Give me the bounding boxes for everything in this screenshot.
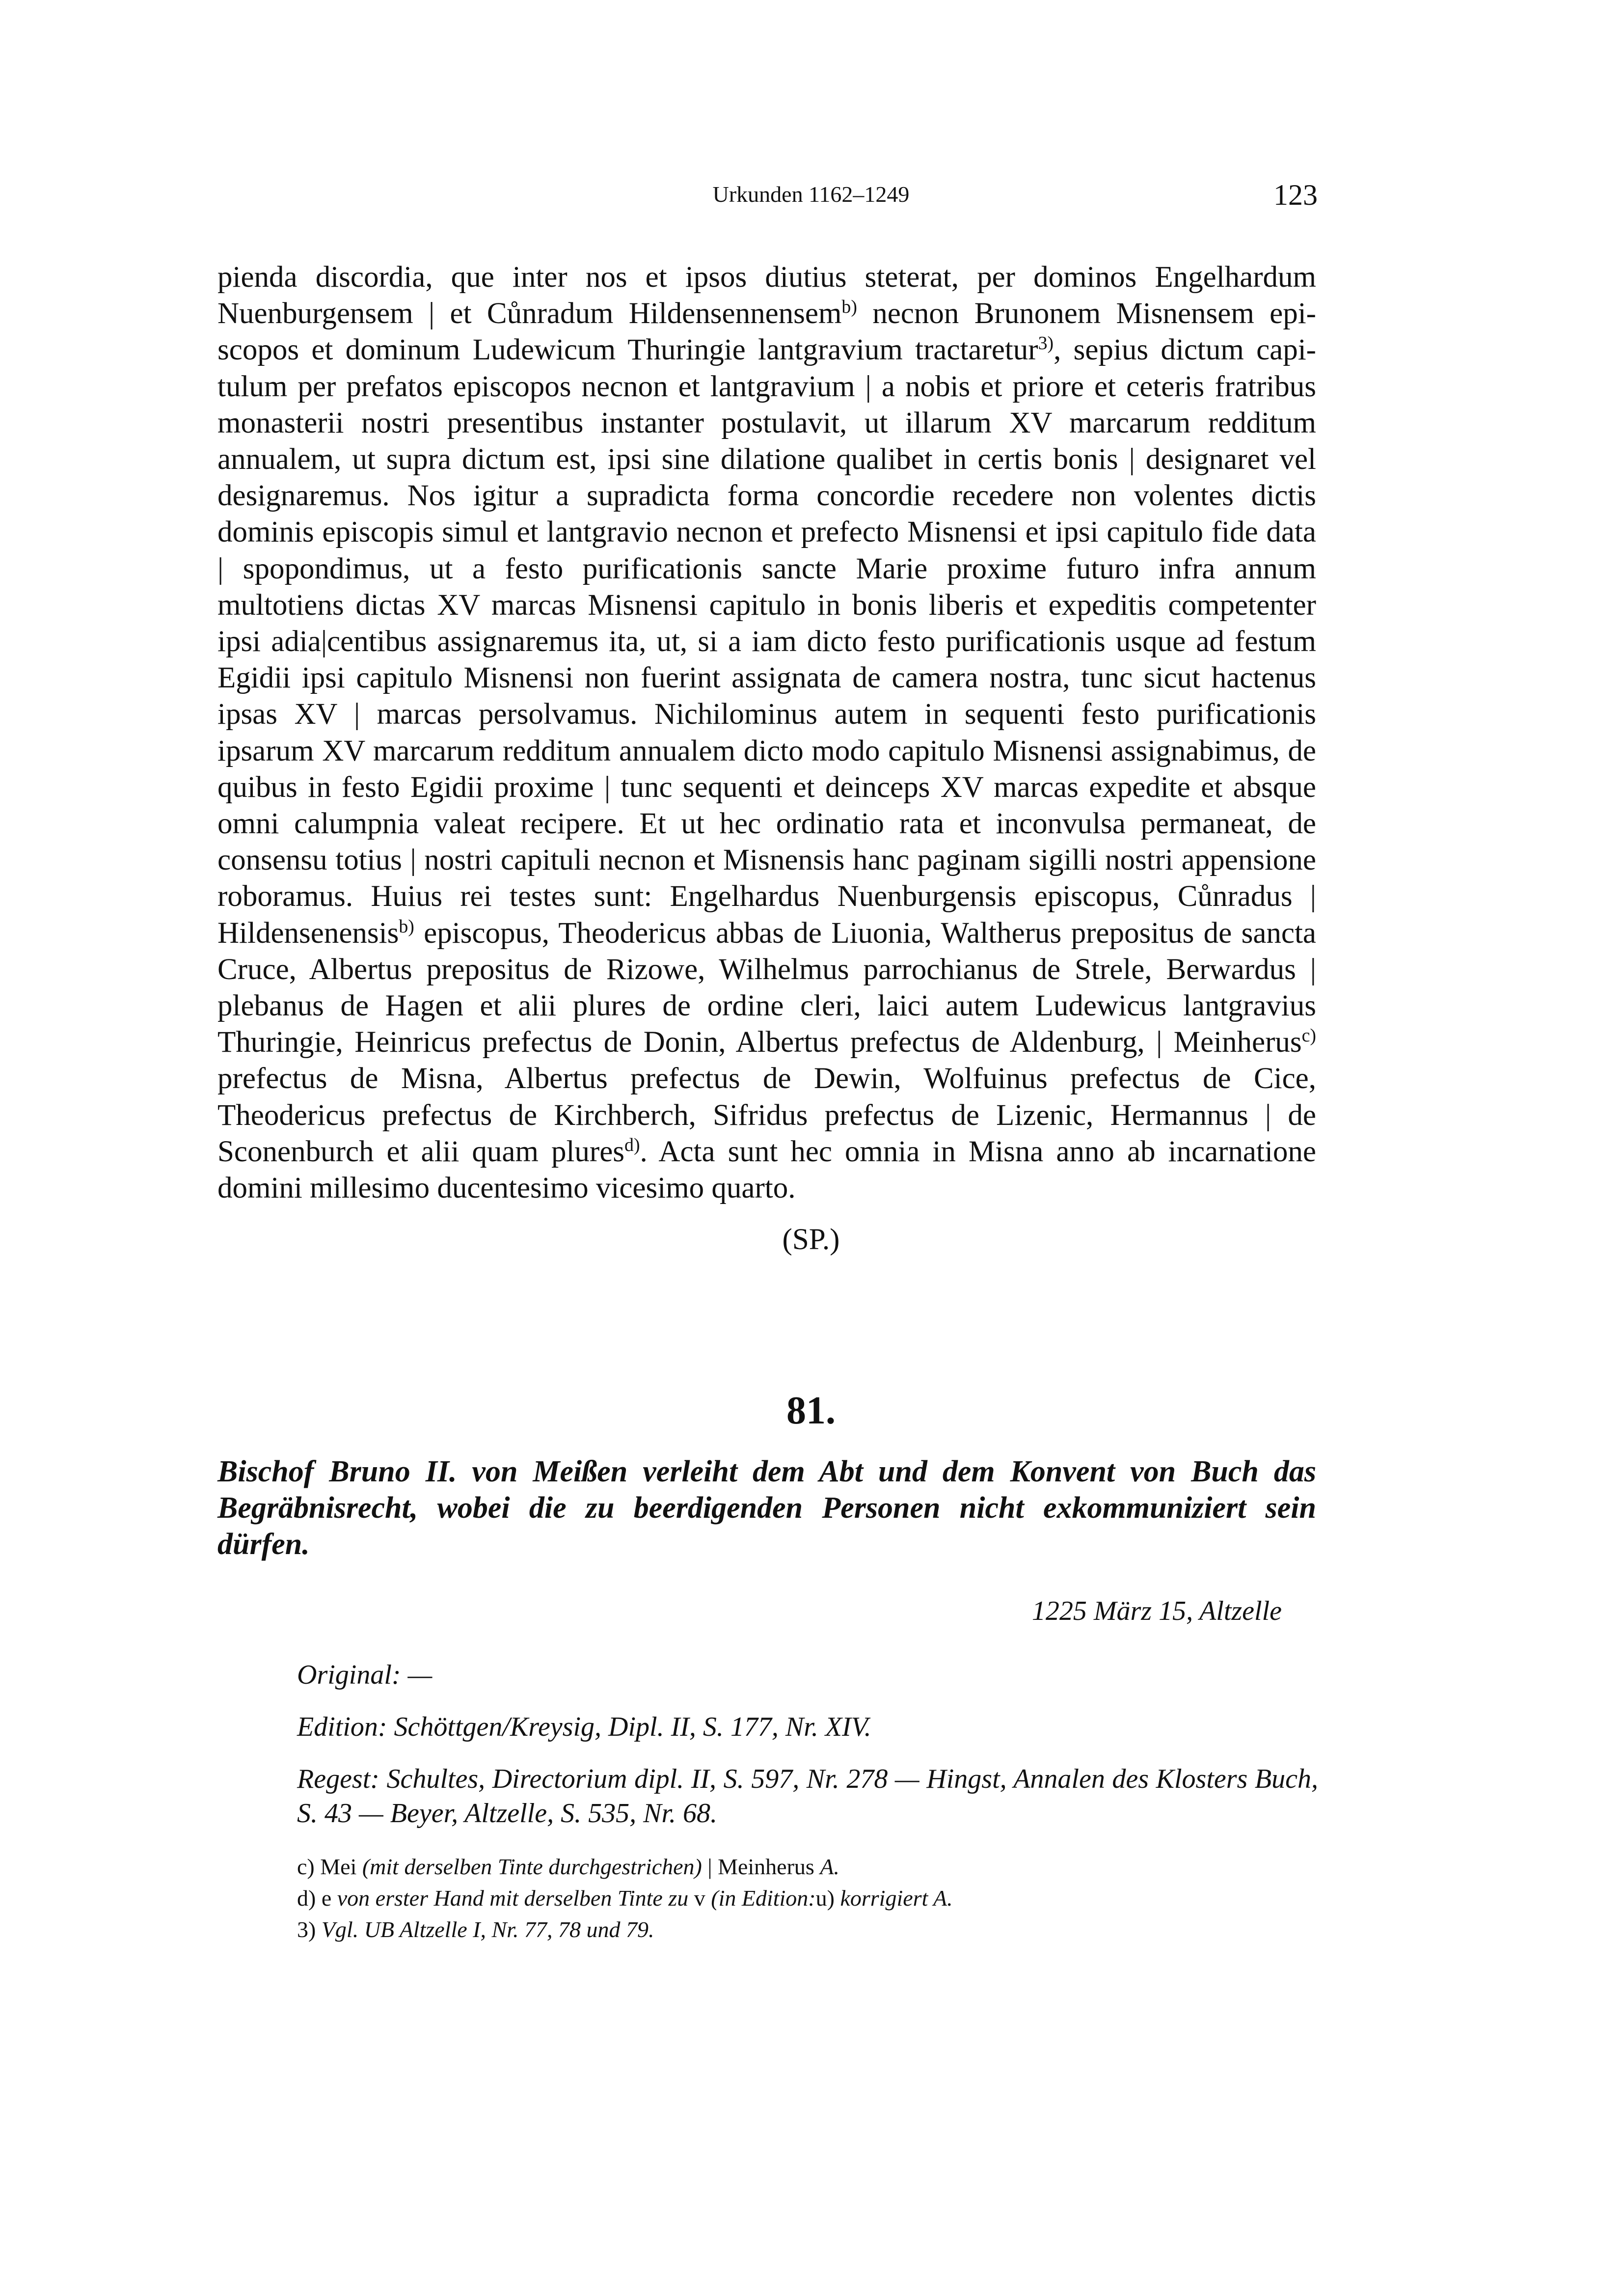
footnote-lemma: e: [321, 1886, 332, 1911]
document-number: 81.: [786, 1389, 836, 1432]
apparatus-marker: d): [624, 1135, 640, 1156]
apparatus-marker: b): [841, 297, 857, 318]
seal-note: (SP.): [782, 1223, 840, 1256]
charter-text: [217, 259, 1316, 1206]
footnote-mark: c): [297, 1854, 315, 1879]
apparatus-marker: c): [1301, 1025, 1316, 1046]
apparatus-marker: b): [399, 916, 414, 937]
footnote-d: [297, 1883, 1318, 1914]
source-regest: Regest: Schultes, Directorium dipl. II, S. 597, Nr. 278 — Hingst, Annalen des Klosters Buch, S. 43 — Beyer, Altzelle, S. 535, Nr. 68.: [297, 1764, 1318, 1829]
footnote-note: korrigiert A.: [840, 1886, 953, 1911]
document-title: Bischof Bruno II. von Meißen verleiht dem Abt und dem Konvent von Buch das Begräbnisrecht, wobei die zu beerdigenden Personen nicht exkommuniziert sein dürfen.: [217, 1455, 1316, 1561]
footnote-lemma: Mei: [320, 1854, 357, 1879]
footnote-note: von erster Hand mit derselben Tinte zu: [337, 1886, 689, 1911]
footnote-3: [297, 1914, 1318, 1945]
charter-paragraph: pienda discordia, que inter nos et ipsos diutius steterat, per dominos Engelhardum Nuenburgensem | et Cůnradum Hildensennensem$^{b)}$ necnon Brunonem Misnensem episcopos et dominum Ludewicum Thuringie lantgravium tractaretur$^{3)}$, sepius dictum capitulum per prefatos episcopos necnon et lantgravium | a nobis et priore et ceteris fratribus monasterii nostri presentibus instanter postulavit, ut illarum XV marcarum redditum annualem, ut supra dictum est, ipsi sine dilatione qualibet in certis bonis | designaret vel designaremus. Nos igitur a supradicta forma concordie recedere non volentes dictis dominis episcopis simul et lantgravio necnon et prefecto Misnensi et ipsi capitulo fide data | spopondimus, ut a festo purificationis sancte Marie proxime futuro infra annum multotiens dictas XV marcas Misnensi capitulo in bonis liberis et expeditis competenter ipsi adia|centibus assignaremus ita, ut, si a iam dicto festo purificationis usque ad festum Egidii ipsi capitulo Misnensi non fuerint assignata de camera nostra, tunc sicut hactenus ipsas XV | marcas persolvamus. Nichilominus autem in sequenti festo purificationis ipsarum XV marcarum redditum annualem dicto modo capitulo Misnensi assignabimus, de quibus in festo Egidii proxime | tunc sequenti et deinceps XV marcas expedite et absque omni calumpnia valeat recipere. Et ut hec ordinatio rata et inconvulsa permaneat, de consensu totius | nostri capituli necnon et Misnensis hanc paginam sigilli nostri appensione roboramus. Huius rei testes sunt: Engelhardus Nuenburgensis episcopus, Cůnradus | Hildensenensis$^{b)}$ episcopus, Theodericus abbas de Liuonia, Waltherus prepositus de sancta Cruce, Albertus prepositus de Rizowe, Wilhelmus parrochianus de Strele, Berwardus | plebanus de Hagen et alii plures de ordine cleri, laici autem Ludewicus lantgravius Thuringie, Heinricus prefectus de Donin, Albertus prefectus de Aldenburg, | Meinherus$^{c)}$ prefectus de Misna, Albertus prefectus de Dewin, Wolfuinus prefectus de Cice, Theodericus prefectus de Kirchberch, Sifridus prefectus de Lizenic, Hermannus | de Sconenburch et alii quam plures$^{d)}$. Acta sunt hec omnia in Misna anno ab incarnatione domini millesimo ducentesimo vicesimo quarto.: [217, 261, 1316, 1205]
footnote-reading: v: [694, 1886, 705, 1911]
footnote-siglum: A.: [820, 1854, 839, 1879]
footnote-note: (mit derselben Tinte durchgestrichen): [362, 1854, 702, 1879]
page-number: 123: [1273, 179, 1318, 211]
footnote-mark: 3): [297, 1917, 316, 1942]
source-edition: Edition: Schöttgen/Kreysig, Dipl. II, S. 177, Nr. XIV.: [297, 1712, 871, 1742]
footnote-note: (in Edition:: [711, 1886, 816, 1911]
document-date: 1225 März 15, Altzelle: [1031, 1596, 1282, 1626]
footnote-text: Vgl. UB Altzelle I, Nr. 77, 78 und 79.: [321, 1917, 654, 1942]
footnote-c: [297, 1851, 1318, 1883]
footnote-mark: d): [297, 1886, 316, 1911]
running-title: Urkunden 1162–1249: [712, 182, 910, 207]
footnotes: [297, 1851, 1318, 1945]
source-apparatus: [297, 1658, 1318, 1848]
apparatus-marker: 3): [1038, 333, 1054, 354]
footnote-tail: | Meinherus: [707, 1854, 814, 1879]
footnote-reading: u): [815, 1886, 835, 1911]
source-original: Original: —: [297, 1660, 433, 1690]
